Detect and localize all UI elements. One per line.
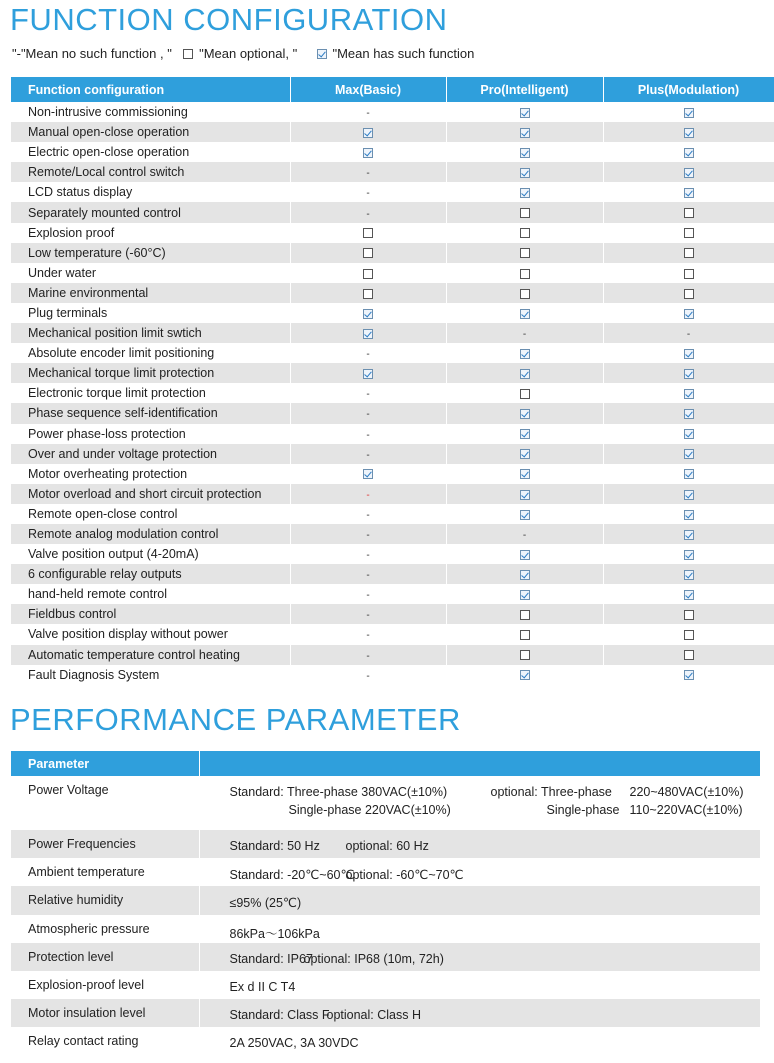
- legend: [12, 45, 474, 61]
- empty-checkbox-icon: [520, 610, 530, 620]
- dash-icon: -: [366, 630, 370, 642]
- checked-checkbox-icon: [520, 469, 530, 479]
- cell-max: [290, 202, 446, 222]
- checked-checkbox-icon: [363, 148, 373, 158]
- param-value-standard: 86kPa～106kPa: [229, 927, 320, 941]
- function-name: Over and under voltage protection: [11, 444, 290, 464]
- checked-checkbox-icon: [520, 510, 530, 520]
- checked-checkbox-icon: [684, 570, 694, 580]
- function-row: [11, 223, 774, 243]
- checked-checkbox-icon: [520, 128, 530, 138]
- legend-has-text: "Mean has such function: [332, 46, 475, 62]
- param-value-standard: Standard: Class F: [229, 1008, 330, 1022]
- empty-checkbox-icon: [363, 248, 373, 258]
- param-row: [11, 915, 760, 943]
- col-header-plus: Plus(Modulation): [603, 77, 774, 102]
- checked-checkbox-icon: [684, 349, 694, 359]
- param-value: [199, 886, 760, 915]
- function-row: [11, 403, 774, 423]
- cell-plus: [603, 363, 774, 383]
- function-row: [11, 142, 774, 162]
- cell-max: [290, 424, 446, 444]
- cell-plus: [603, 624, 774, 644]
- cell-pro: [446, 564, 603, 584]
- cell-max: [290, 182, 446, 202]
- cell-pro: [446, 464, 603, 484]
- function-name: Power phase-loss protection: [11, 424, 290, 444]
- empty-checkbox-icon: [684, 269, 694, 279]
- cell-pro: [446, 182, 603, 202]
- cell-max: [290, 564, 446, 584]
- cell-max: [290, 444, 446, 464]
- cell-pro: [446, 544, 603, 564]
- voltage-optional-single: Single-phase: [546, 803, 620, 817]
- cell-pro: [446, 122, 603, 142]
- cell-plus: [603, 323, 774, 343]
- cell-pro: [446, 223, 603, 243]
- dash-icon: -: [366, 610, 370, 622]
- cell-plus: [603, 243, 774, 263]
- cell-pro: [446, 383, 603, 403]
- cell-pro: [446, 102, 603, 122]
- checked-checkbox-icon: [520, 429, 530, 439]
- function-name: Valve position display without power: [11, 624, 290, 644]
- function-name: Electronic torque limit protection: [11, 383, 290, 403]
- cell-max: [290, 403, 446, 423]
- dash-icon: -: [366, 550, 370, 562]
- function-name: LCD status display: [11, 182, 290, 202]
- checked-checkbox-icon: [684, 449, 694, 459]
- function-name: Fault Diagnosis System: [11, 665, 290, 685]
- cell-pro: [446, 665, 603, 685]
- checked-checkbox-icon: [684, 389, 694, 399]
- cell-max: [290, 584, 446, 604]
- function-name: Remote open-close control: [11, 504, 290, 524]
- param-value: [199, 971, 760, 999]
- cell-max: [290, 665, 446, 685]
- function-name: Plug terminals: [11, 303, 290, 323]
- param-header: Parameter: [11, 751, 199, 776]
- function-row: [11, 584, 774, 604]
- empty-checkbox-icon: [520, 650, 530, 660]
- checked-checkbox-icon: [520, 570, 530, 580]
- voltage-optional-single-range: 110~220VAC(±10%): [629, 803, 743, 817]
- param-row-power-voltage: [11, 776, 760, 830]
- function-name: Manual open-close operation: [11, 122, 290, 142]
- function-name: Mechanical position limit swtich: [11, 323, 290, 343]
- checked-checkbox-icon: [520, 490, 530, 500]
- voltage-standard: Standard: Three-phase 380VAC(±10%): [229, 785, 448, 799]
- dash-icon: -: [366, 670, 370, 682]
- cell-max: [290, 343, 446, 363]
- checked-checkbox-icon: [520, 550, 530, 560]
- checked-checkbox-icon: [520, 309, 530, 319]
- function-row: [11, 645, 774, 665]
- checked-checkbox-icon: [363, 309, 373, 319]
- cell-pro: [446, 243, 603, 263]
- voltage-optional: optional: Three-phase: [490, 785, 612, 799]
- function-row: [11, 504, 774, 524]
- param-label: Power Frequencies: [11, 830, 199, 858]
- empty-checkbox-icon: [520, 228, 530, 238]
- cell-max: [290, 363, 446, 383]
- function-row: [11, 363, 774, 383]
- function-row: [11, 544, 774, 564]
- param-row: [11, 971, 760, 999]
- function-row: [11, 182, 774, 202]
- cell-plus: [603, 665, 774, 685]
- empty-checkbox-icon: [520, 289, 530, 299]
- param-label: Protection level: [11, 943, 199, 971]
- param-value-optional: optional: IP68 (10m, 72h): [303, 952, 444, 966]
- cell-pro: [446, 303, 603, 323]
- param-label: Motor insulation level: [11, 999, 199, 1027]
- empty-checkbox-icon: [520, 630, 530, 640]
- param-label: Explosion-proof level: [11, 971, 199, 999]
- empty-checkbox-icon: [520, 248, 530, 258]
- voltage-standard-single: Single-phase 220VAC(±10%): [288, 803, 451, 817]
- checked-checkbox-icon: [684, 590, 694, 600]
- col-header-pro: Pro(Intelligent): [446, 77, 603, 102]
- checked-checkbox-icon: [684, 530, 694, 540]
- param-label: Atmospheric pressure: [11, 915, 199, 943]
- param-value: [199, 915, 760, 943]
- empty-checkbox-icon: [363, 289, 373, 299]
- legend-none-text: "-"Mean no such function , ": [12, 46, 172, 62]
- dash-icon: -: [686, 329, 691, 341]
- cell-plus: [603, 283, 774, 303]
- checked-checkbox-icon: [684, 188, 694, 198]
- checked-checkbox-icon: [520, 349, 530, 359]
- cell-pro: [446, 142, 603, 162]
- function-name: Phase sequence self-identification: [11, 403, 290, 423]
- legend-checked-checkbox-icon: [317, 49, 327, 59]
- function-row: [11, 484, 774, 504]
- dash-icon: -: [366, 188, 370, 200]
- function-name: Fieldbus control: [11, 604, 290, 624]
- param-row: [11, 830, 760, 858]
- cell-pro: [446, 584, 603, 604]
- function-row: [11, 303, 774, 323]
- cell-plus: [603, 202, 774, 222]
- dash-icon: -: [366, 650, 370, 662]
- function-row: [11, 624, 774, 644]
- cell-max: [290, 122, 446, 142]
- checked-checkbox-icon: [684, 409, 694, 419]
- dash-icon: -: [366, 208, 370, 220]
- function-name: Absolute encoder limit positioning: [11, 343, 290, 363]
- cell-plus: [603, 263, 774, 283]
- empty-checkbox-icon: [684, 248, 694, 258]
- empty-checkbox-icon: [520, 269, 530, 279]
- empty-checkbox-icon: [684, 650, 694, 660]
- cell-max: [290, 243, 446, 263]
- cell-pro: [446, 645, 603, 665]
- function-name: Remote/Local control switch: [11, 162, 290, 182]
- cell-plus: [603, 544, 774, 564]
- dash-icon: -: [366, 530, 370, 542]
- dash-icon: -: [522, 329, 527, 341]
- dash-icon: -: [366, 409, 370, 421]
- cell-plus: [603, 303, 774, 323]
- checked-checkbox-icon: [520, 670, 530, 680]
- checked-checkbox-icon: [363, 128, 373, 138]
- dash-icon: -: [522, 530, 527, 542]
- cell-max: [290, 162, 446, 182]
- cell-pro: [446, 363, 603, 383]
- function-name: hand-held remote control: [11, 584, 290, 604]
- cell-pro: [446, 444, 603, 464]
- function-name: Separately mounted control: [11, 202, 290, 222]
- param-value-standard: Standard: -20℃~60℃: [229, 868, 355, 882]
- param-value-standard: Standard: 50 Hz: [229, 839, 320, 853]
- col-header-max: Max(Basic): [290, 77, 446, 102]
- cell-plus: [603, 102, 774, 122]
- cell-plus: [603, 223, 774, 243]
- dash-icon: -: [366, 349, 370, 361]
- checked-checkbox-icon: [520, 590, 530, 600]
- cell-plus: [603, 162, 774, 182]
- function-name: Explosion proof: [11, 223, 290, 243]
- cell-max: [290, 383, 446, 403]
- empty-checkbox-icon: [520, 208, 530, 218]
- param-label: Power Voltage: [11, 776, 199, 830]
- cell-plus: [603, 504, 774, 524]
- voltage-optional-range: 220~480VAC(±10%): [629, 785, 744, 799]
- cell-pro: [446, 504, 603, 524]
- empty-checkbox-icon: [363, 228, 373, 238]
- param-label: Relative humidity: [11, 886, 199, 915]
- cell-max: [290, 624, 446, 644]
- function-row: [11, 162, 774, 182]
- dash-icon: -: [366, 570, 370, 582]
- cell-max: [290, 645, 446, 665]
- param-value: [199, 943, 760, 971]
- function-name: Electric open-close operation: [11, 142, 290, 162]
- checked-checkbox-icon: [684, 128, 694, 138]
- dash-icon: -: [366, 509, 370, 521]
- checked-checkbox-icon: [363, 369, 373, 379]
- cell-plus: [603, 444, 774, 464]
- function-row: [11, 444, 774, 464]
- cell-max: [290, 544, 446, 564]
- checked-checkbox-icon: [363, 329, 373, 339]
- function-row: [11, 243, 774, 263]
- cell-max: [290, 303, 446, 323]
- cell-plus: [603, 584, 774, 604]
- dash-icon: -: [366, 489, 370, 501]
- cell-plus: [603, 343, 774, 363]
- param-value: [199, 830, 760, 858]
- cell-max: [290, 604, 446, 624]
- function-name: 6 configurable relay outputs: [11, 564, 290, 584]
- function-row: [11, 122, 774, 142]
- param-value: [199, 1027, 760, 1054]
- cell-plus: [603, 484, 774, 504]
- performance-parameter-table: [11, 751, 760, 1054]
- cell-plus: [603, 524, 774, 544]
- function-row: [11, 524, 774, 544]
- cell-plus: [603, 604, 774, 624]
- param-header-blank: [199, 751, 760, 776]
- cell-max: [290, 484, 446, 504]
- param-row: [11, 1027, 760, 1054]
- cell-pro: [446, 424, 603, 444]
- empty-checkbox-icon: [363, 269, 373, 279]
- legend-empty-checkbox-icon: [183, 49, 193, 59]
- param-value: [199, 858, 760, 886]
- function-row: [11, 464, 774, 484]
- checked-checkbox-icon: [684, 670, 694, 680]
- param-value-optional: optional: 60 Hz: [345, 839, 429, 853]
- function-configuration-table: [11, 77, 774, 685]
- checked-checkbox-icon: [684, 490, 694, 500]
- param-value-standard: Standard: IP67: [229, 952, 313, 966]
- checked-checkbox-icon: [684, 469, 694, 479]
- cell-plus: [603, 424, 774, 444]
- param-value-standard: 2A 250VAC, 3A 30VDC: [229, 1036, 359, 1050]
- function-configuration-title: FUNCTION CONFIGURATION: [10, 2, 448, 37]
- function-name: Automatic temperature control heating: [11, 645, 290, 665]
- col-header-function: Function configuration: [11, 77, 290, 102]
- cell-plus: [603, 403, 774, 423]
- empty-checkbox-icon: [684, 228, 694, 238]
- checked-checkbox-icon: [684, 429, 694, 439]
- cell-plus: [603, 142, 774, 162]
- cell-plus: [603, 182, 774, 202]
- function-name: Motor overload and short circuit protection: [11, 484, 290, 504]
- function-row: [11, 283, 774, 303]
- param-row: [11, 999, 760, 1027]
- cell-pro: [446, 524, 603, 544]
- cell-pro: [446, 343, 603, 363]
- function-row: [11, 343, 774, 363]
- cell-pro: [446, 162, 603, 182]
- cell-max: [290, 263, 446, 283]
- dash-icon: -: [366, 429, 370, 441]
- cell-max: [290, 223, 446, 243]
- performance-parameter-title: PERFORMANCE PARAMETER: [10, 702, 461, 737]
- checked-checkbox-icon: [520, 188, 530, 198]
- checked-checkbox-icon: [363, 469, 373, 479]
- function-name: Motor overheating protection: [11, 464, 290, 484]
- param-value: [199, 999, 760, 1027]
- empty-checkbox-icon: [684, 208, 694, 218]
- dash-icon: -: [366, 168, 370, 180]
- function-name: Marine environmental: [11, 283, 290, 303]
- cell-max: [290, 102, 446, 122]
- param-value-optional: optional: -60℃~70℃: [345, 868, 464, 882]
- cell-pro: [446, 202, 603, 222]
- cell-plus: [603, 122, 774, 142]
- checked-checkbox-icon: [684, 148, 694, 158]
- cell-max: [290, 464, 446, 484]
- function-name: Mechanical torque limit protection: [11, 363, 290, 383]
- cell-pro: [446, 624, 603, 644]
- checked-checkbox-icon: [520, 369, 530, 379]
- param-value-optional: optional: Class H: [326, 1008, 421, 1022]
- param-label: Relay contact rating: [11, 1027, 199, 1054]
- empty-checkbox-icon: [684, 630, 694, 640]
- cell-max: [290, 323, 446, 343]
- cell-pro: [446, 484, 603, 504]
- checked-checkbox-icon: [520, 148, 530, 158]
- function-row: [11, 383, 774, 403]
- function-name: Under water: [11, 263, 290, 283]
- param-row: [11, 858, 760, 886]
- dash-icon: -: [366, 449, 370, 461]
- legend-optional-text: "Mean optional, ": [199, 46, 298, 62]
- empty-checkbox-icon: [520, 389, 530, 399]
- function-row: [11, 263, 774, 283]
- function-row: [11, 564, 774, 584]
- cell-pro: [446, 403, 603, 423]
- function-row: [11, 665, 774, 685]
- cell-pro: [446, 604, 603, 624]
- param-row: [11, 886, 760, 915]
- checked-checkbox-icon: [520, 449, 530, 459]
- function-name: Remote analog modulation control: [11, 524, 290, 544]
- checked-checkbox-icon: [684, 369, 694, 379]
- cell-pro: [446, 283, 603, 303]
- function-row: [11, 102, 774, 122]
- cell-plus: [603, 564, 774, 584]
- cell-pro: [446, 263, 603, 283]
- cell-max: [290, 142, 446, 162]
- function-row: [11, 202, 774, 222]
- param-label: Ambient temperature: [11, 858, 199, 886]
- dash-icon: -: [366, 108, 370, 120]
- checked-checkbox-icon: [684, 309, 694, 319]
- function-name: Low temperature (-60°C): [11, 243, 290, 263]
- param-value-standard: Ex d II C T4: [229, 980, 296, 994]
- checked-checkbox-icon: [684, 108, 694, 118]
- empty-checkbox-icon: [684, 610, 694, 620]
- dash-icon: -: [366, 590, 370, 602]
- function-row: [11, 604, 774, 624]
- function-name: Valve position output (4-20mA): [11, 544, 290, 564]
- cell-max: [290, 283, 446, 303]
- checked-checkbox-icon: [684, 510, 694, 520]
- function-row: [11, 323, 774, 343]
- param-row: [11, 943, 760, 971]
- cell-plus: [603, 645, 774, 665]
- cell-plus: [603, 464, 774, 484]
- checked-checkbox-icon: [684, 550, 694, 560]
- function-name: Non-intrusive commissioning: [11, 102, 290, 122]
- checked-checkbox-icon: [520, 108, 530, 118]
- cell-max: [290, 524, 446, 544]
- empty-checkbox-icon: [684, 289, 694, 299]
- checked-checkbox-icon: [520, 409, 530, 419]
- param-value-standard: ≤95% (25℃): [229, 896, 302, 910]
- cell-plus: [603, 383, 774, 403]
- cell-pro: [446, 323, 603, 343]
- checked-checkbox-icon: [520, 168, 530, 178]
- cell-max: [290, 504, 446, 524]
- function-row: [11, 424, 774, 444]
- dash-icon: -: [366, 389, 370, 401]
- checked-checkbox-icon: [684, 168, 694, 178]
